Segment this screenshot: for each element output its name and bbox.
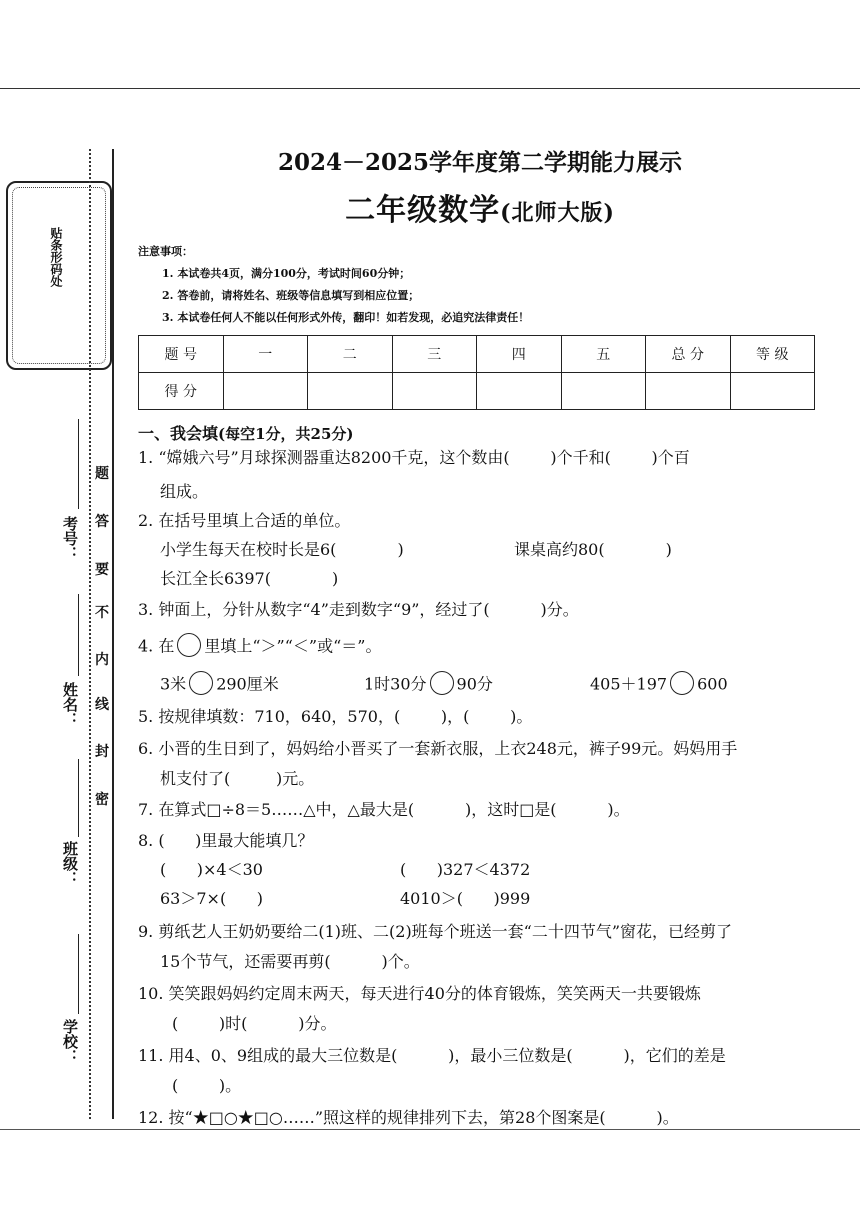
field-label-number: 考号： (61, 516, 79, 561)
seal-char: 不 (95, 605, 109, 621)
question-9-line1: 9. 剪纸艺人王奶奶要给二(1)班、二(2)班每个班送一套“二十四节气”窗花，已经剪了 (138, 922, 733, 941)
score-table (138, 335, 815, 410)
compare-left: 3米 (160, 674, 187, 694)
question-7: 7. 在算式□÷8＝5……△中，△最大是( )，这时□是( )。 (138, 800, 630, 819)
score-header-cell: 三 (392, 336, 477, 373)
question-3: 3. 钟面上，分针从数字“4”走到数字“9”，经过了( )分。 (138, 600, 579, 619)
question-8a: ( )×4＜30 (160, 860, 263, 879)
question-4a (160, 673, 279, 697)
exam-title-edition: (北师大版) (500, 200, 615, 226)
question-8: 8. ( )里最大能填几？ (138, 831, 314, 850)
score-header-cell: 等 级 (730, 336, 815, 373)
score-cell[interactable] (561, 373, 646, 410)
barcode-sticker-area (6, 181, 112, 370)
field-label-school: 学校： (61, 1019, 79, 1064)
score-table-score-row (139, 373, 815, 410)
exam-subtitle: 2024－2025学年度第二学期能力展示 (277, 149, 683, 176)
question-5: 5. 按规律填数：710，640，570，( )，( )。 (138, 707, 533, 726)
dotted-cut-line (89, 149, 91, 1119)
question-2b: 课桌高约80( ) (514, 540, 672, 559)
question-4c (590, 673, 728, 697)
binding-line (112, 149, 114, 1119)
exam-sheet (0, 88, 860, 1130)
question-11-line2: ( )。 (172, 1076, 242, 1095)
question-8d: 4010＞( )999 (400, 889, 531, 908)
seal-char: 要 (95, 562, 109, 578)
score-header-cell: 四 (477, 336, 562, 373)
seal-char: 密 (95, 792, 109, 808)
score-cell[interactable] (730, 373, 815, 410)
score-cell[interactable] (392, 373, 477, 410)
score-header-cell: 一 (223, 336, 308, 373)
seal-char: 线 (95, 697, 109, 713)
field-label-class: 班级： (61, 841, 79, 886)
score-cell[interactable] (477, 373, 562, 410)
question-4-post: 里填上“＞”“＜”或“＝”。 (204, 636, 382, 656)
field-label-name: 姓名： (61, 682, 79, 727)
note-item: 1. 本试卷共4页，满分100分，考试时间60分钟； (162, 267, 411, 280)
question-4-pre: 4. 在 (138, 636, 175, 656)
score-header-cell: 题 号 (139, 336, 224, 373)
section-points: (每空1分，共25分) (218, 425, 354, 443)
score-cell[interactable] (223, 373, 308, 410)
score-table-header-row (139, 336, 815, 373)
seal-char: 题 (95, 466, 109, 482)
section-name: 一、我会填 (138, 424, 219, 443)
exam-notes (138, 241, 529, 329)
question-2c: 长江全长6397( ) (160, 569, 339, 588)
score-header-cell: 五 (561, 336, 646, 373)
compare-left: 405＋197 (590, 674, 668, 694)
question-9-line2: 15个节气，还需要再剪( )个。 (160, 952, 420, 971)
barcode-label: 贴条形码处 (49, 227, 63, 287)
question-10-line2: ( )时( )分。 (172, 1014, 337, 1033)
question-6-line2: 机支付了( )元。 (160, 769, 315, 788)
compare-right: 90分 (456, 674, 493, 694)
note-item: 2. 答卷前，请将姓名、班级等信息填写到相应位置； (162, 289, 420, 302)
compare-right: 290厘米 (216, 674, 279, 694)
answer-circle[interactable] (189, 671, 213, 695)
question-4b (364, 673, 493, 697)
notes-heading: 注意事项： (138, 245, 193, 258)
field-line-number[interactable] (78, 419, 79, 509)
exam-title-main: 二年级数学 (345, 193, 501, 228)
exam-title (120, 185, 840, 229)
seal-char: 封 (95, 744, 109, 760)
compare-left: 1时30分 (364, 674, 427, 694)
field-line-class[interactable] (78, 759, 79, 837)
compare-circle-icon (177, 633, 201, 657)
field-line-school[interactable] (78, 934, 79, 1014)
question-2a: 小学生每天在校时长是6( ) (160, 540, 404, 559)
question-1-line1: 1. “嫦娥六号”月球探测器重达8200千克，这个数由( )个千和( )个百 (138, 448, 690, 467)
score-cell[interactable] (646, 373, 731, 410)
question-11-line1: 11. 用4、0、9组成的最大三位数是( )，最小三位数是( )，它们的差是 (138, 1046, 726, 1065)
score-row-label: 得 分 (139, 373, 224, 410)
question-2: 2. 在括号里填上合适的单位。 (138, 511, 351, 530)
note-item: 3. 本试卷任何人不能以任何形式外传，翻印！如若发现，必追究法律责任！ (162, 311, 530, 324)
seal-char: 内 (95, 652, 109, 668)
question-12: 12. 按“★□○★□○……”照这样的规律排列下去，第28个图案是( )。 (138, 1108, 679, 1127)
question-4 (138, 635, 381, 659)
score-cell[interactable] (308, 373, 393, 410)
score-header-cell: 总 分 (646, 336, 731, 373)
answer-circle[interactable] (430, 671, 454, 695)
compare-right: 600 (697, 674, 728, 694)
seal-char: 答 (95, 514, 109, 530)
question-1-line2: 组成。 (160, 482, 209, 501)
answer-circle[interactable] (670, 671, 694, 695)
question-8b: ( )327＜4372 (400, 860, 531, 879)
question-6-line1: 6. 小晋的生日到了，妈妈给小晋买了一套新衣服，上衣248元，裤子99元。妈妈用手 (138, 739, 738, 758)
score-header-cell: 二 (308, 336, 393, 373)
question-10-line1: 10. 笑笑跟妈妈约定周末两天，每天进行40分的体育锻炼，笑笑两天一共要锻炼 (138, 984, 701, 1003)
question-8c: 63＞7×( ) (160, 889, 263, 908)
field-line-name[interactable] (78, 594, 79, 676)
section-title (138, 421, 354, 444)
